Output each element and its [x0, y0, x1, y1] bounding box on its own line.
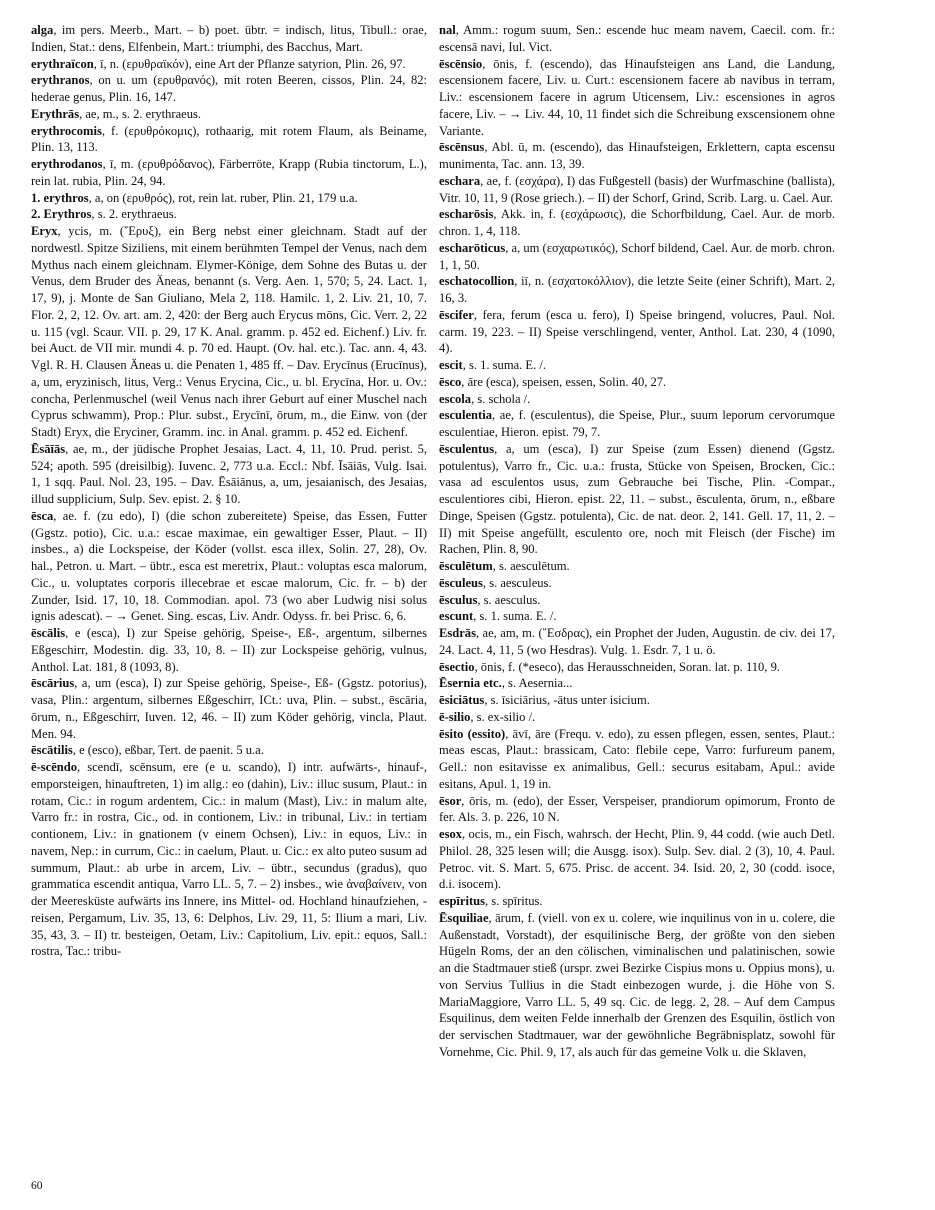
headword: nal	[439, 23, 456, 37]
dictionary-entry: esculentia, ae, f. (esculentus), die Speise, Plur., suum leporum cervorumque esculentiae, Hieron. epist. 79, 7.	[439, 408, 835, 439]
headword: erythrodanos	[31, 157, 103, 171]
headword: esculentia	[439, 408, 492, 423]
dictionary-entry: esox, ocis, m., ein Fisch, wahrsch. der Hecht, Plin. 9, 44 codd. (wie auch Detl. Philol. 28, 325 lesen will; die Ausgg. isox). Sulp. Sev. dial. 2 (3), 10, 4. Paul. Petroc. vit. S. Mart. 5, 675. Prisc. de accent. 34. Isid. 20, 2, 30 (codd. isoce, d.i. isocem).	[439, 827, 835, 892]
dictionary-entry: 2. Erythros, s. 2. erythraeus.	[31, 207, 177, 222]
dictionary-entry: ēscēnsio, ōnis, f. (escendo), das Hinaufsteigen ans Land, die Landung, escensionem facere, Liv. u. Curt.: escensionem facere ab navibus in terram, Liv.: escensionem facere in agrum Uticensem, Liv.: escensiones in agros facere, Liv. – → Liv. 44, 10, 11 findet sich die Schreibung exscensionem ohne Variante.	[439, 56, 835, 138]
headword: 2. Erythros	[31, 207, 92, 222]
headword: alga	[31, 23, 54, 37]
headword: 1. erythros	[31, 190, 89, 205]
dictionary-entry: ēsiciātus, s. īsiciārius, -ātus unter isicium.	[439, 693, 650, 707]
dictionary-entry: erythrodanos, ī, m. (ερυθρόδανος), Färberröte, Krapp (Rubia tinctorum, L.), rein lat. rubia, Plin. 24, 94.	[31, 157, 427, 188]
dictionary-entry: ēscifer, fera, ferum (esca u. fero), I) Speise bringend, volucres, Paul. Nol. carm. 19, 223. – II) Speise verschlingend, venter, Anthol. Lat. 230, 4 (1090, 4).	[439, 307, 835, 356]
dictionary-entry: ēsculentus, a, um (esca), I) zur Speise (zum Essen) dienend (Ggstz. potulentus), Varro fr., Cic. u.a.: frusta, Stücke von Speisen, Brocken, Cic.: vasa ad esculentos usus, zum Gebrauche bei Tische, Plin. -Compar., esculentiores cibi, Hieron. epist. 22, 11. – subst., ēsculenta, ōrum, n., eßbare Dinge, Speisen (Ggstz. potulenta), Cic. de nat. deor. 2, 141. Gell. 17, 11, 2. – II) mit Speise angefüllt, esculento ore, noch mit Fleisch (der Fische) im Rachen, Plin. 8, 90.	[439, 441, 835, 557]
dictionary-entry: ēsectio, ōnis, f. (*eseco), das Herausschneiden, Soran. lat. p. 110, 9.	[439, 659, 780, 674]
dictionary-entry: escharōticus, a, um (εσχαρωτικός), Schorf bildend, Cael. Aur. de morb. chron. 1, 1, 50.	[439, 240, 835, 272]
dictionary-entry: ē-silio, s. ex-silio /.	[439, 709, 536, 724]
dictionary-entry: ēsculētum, s. aesculētum.	[439, 559, 570, 573]
headword: escit	[439, 358, 463, 372]
dictionary-entry: Esdrās, ae, am, m. (῎Εσδρας), ein Prophet der Juden, Augustin. de civ. dei 17, 24. Lact. 4, 11, 5 (wo Hesdras). Vulg. 1. Esdr. 7, 1 u. ö.	[439, 626, 835, 657]
headword: Ēsernia etc.	[439, 676, 502, 691]
headword: espīritus	[439, 894, 486, 908]
headword: ēscēnsus	[439, 140, 485, 155]
headword: ēsca	[31, 508, 54, 523]
dictionary-entry: ēscātilis, e (esco), eßbar, Tert. de paenit. 5 u.a.	[31, 743, 264, 758]
dictionary-entry: erythraïcon, ī, n. (ερυθραϊκόν), eine Art der Pflanze satyrion, Plin. 26, 97.	[31, 56, 406, 71]
headword: ē-scēndo	[31, 760, 77, 774]
headword: erythrocomis	[31, 123, 102, 138]
dictionary-entry: Ēsernia etc., s. Aesernia...	[439, 676, 573, 691]
headword: ēsito (essito)	[439, 726, 506, 741]
headword: eschatocollion	[439, 274, 515, 289]
dictionary-entry: ēscēnsus, Abl. ū, m. (escendo), das Hinaufsteigen, Erklettern, capta escensu munimenta, Tac. ann. 13, 39.	[439, 140, 835, 171]
headword: ēsco	[439, 374, 462, 389]
dictionary-entry: erythranos, on u. um (ερυθρανός), mit roten Beeren, cissos, Plin. 24, 82: hederae genus, Plin. 16, 147.	[31, 73, 427, 104]
headword: Erythrās	[31, 106, 80, 121]
headword: escola	[439, 391, 472, 406]
headword: ēsculētum	[439, 559, 493, 573]
dictionary-entry: escharōsis, Akk. in, f. (εσχάρωσις), die Schorfbildung, Cael. Aur. de morb. chron. 1, 4, 118.	[439, 207, 835, 238]
headword: escharōsis	[439, 207, 494, 222]
page-number: 60	[31, 1180, 43, 1192]
dictionary-entry: ēsor, ōris, m. (edo), der Esser, Verspeiser, prandiorum opimorum, Fronto de fer. Als. 3. p. 226, 10 N.	[439, 793, 835, 825]
dictionary-entry: ēsculeus, s. aesculeus.	[439, 575, 552, 590]
headword: ēsectio	[439, 659, 475, 674]
headword: ēscārius	[31, 676, 75, 691]
headword: ēscātilis	[31, 743, 73, 758]
dictionary-entry: erythrocomis, f. (ερυθρόκομις), rothaarig, mit rotem Flaum, als Beiname, Plin. 13, 113.	[31, 123, 427, 155]
headword: ē-silio	[439, 709, 471, 724]
left-column	[31, 22, 427, 960]
dictionary-entry: ēsito (essito), āvī, āre (Frequ. v. edo), zu essen pflegen, essen, sentes, Plaut.: meas escas, Plaut.: brassicam, Cato: flebile cepe, Varro: furfureum panem, Gell.: non esitavisse ex animalibus, Gell.: securus esitabam, Apul.: avide esitans, Apul. 1, 19 in.	[439, 726, 835, 791]
headword: Esdrās	[439, 626, 476, 640]
dictionary-entry: ēscālis, e (esca), I) zur Speise gehörig, Speise-, Eß-, argentum, silbernes Eßgeschirr, Modestin. dig. 33, 10, 8. – II) zur Lockspeise gehörig, vulnus, Anthol. Lat. 181, 8 (1093, 8).	[31, 626, 427, 674]
headword: ēscifer	[439, 307, 474, 322]
headword: ēsculus	[439, 592, 478, 607]
headword: esox	[439, 827, 462, 841]
headword: erythraïcon	[31, 56, 94, 71]
headword: ēsculentus	[439, 441, 495, 456]
headword: ēsiciātus	[439, 693, 485, 707]
headword: ēscālis	[31, 626, 66, 640]
dictionary-entry: Eryx, ycis, m. (῎Ερυξ), ein Berg nebst einer gleichnam. Stadt auf der nordwestl. Spitze Siziliens, mit einem berühmten Tempel der Venus, nach dem Mythus nach einem gleichnam. Elymer-Könige, dem Sohne des Butas u. der Venus, dem Bruder des Äneas, benannt (s. Verg. Aen. 1, 570; 5, 24. Lact. 1, 17, 9), j. Monte de San Giuliano, Mela 2, 118. Hamilc. 1, 2. Liv. 21, 10, 7. Flor. 2, 2, 12. Ov. art. am. 2, 420: der Berg auch Erycus mōns, Cic. Verr. 2, 22 u. 115 (vgl. Scaur. VII. p. 29, 17 K. Anal. gramm. p. 452 ed. Eichenf.) Liv. fr. bei Auct. de VII mir. mundi 4. p. 70 ed. Haupt. (Ov. hal. etc.). Tac. ann. 4, 43. Vgl. R. H. Clausen Äneas u. die Penaten 1, 485 ff. – Dav. Erycīnus (Erucīnus), a, um, eryzinisch, litus, Verg.: Venus Erycina, Cic., u. bl. Erycīna, Hor. u. Ov.: concha, Perlenmuschel (weil Venus nach ihrer Geburt auf einer Muschel nach Cyprus schwamm), Prop.: Plur. subst., Erycīnī, ōrum, m., die Einw. von (der Stadt) Eryx, die Eryciner, Gramm. inc. in Anal. gramm. p. 452 ed. Eichenf.	[31, 224, 427, 439]
dictionary-entry: ēsco, āre (esca), speisen, essen, Solin. 40, 27.	[439, 374, 667, 389]
dictionary-entry: Ēsāīās, ae, m., der jüdische Prophet Jesaias, Lact. 4, 11, 10. Prud. perist. 5, 524; apoth. 595 (dreisilbig). Iuvenc. 2, 773 u.a. Eccl.: Nbf. Īsāiās, Vulg. Isai. 1, 1 sqq. Paul. Nol. 23, 195. – Dav. Ēsāiānus, a, um, jesaianisch, des Jesaias, illud supplicium, Sulp. Sev. epist. 2. § 10.	[31, 441, 427, 506]
dictionary-entry: Erythrās, ae, m., s. 2. erythraeus.	[31, 106, 202, 121]
dictionary-entry: eschatocollion, iī, n. (εσχατοκόλλιον), die letzte Seite (einer Schrift), Mart. 2, 16, 3.	[439, 274, 835, 305]
headword: erythranos	[31, 73, 90, 88]
headword: Eryx	[31, 224, 58, 238]
headword: Ēsāīās	[31, 441, 66, 456]
dictionary-entry: alga, im pers. Meerb., Mart. – b) poet. übtr. = indisch, litus, Tibull.: orae, Indien, Stat.: dens, Elfenbein, Mart.: triumphi, des Bacchus, Mart.	[31, 23, 427, 54]
dictionary-entry: ēsculus, s. aesculus.	[439, 592, 541, 607]
dictionary-entry: espīritus, s. spīritus.	[439, 894, 543, 908]
dictionary-entry: nal, Amm.: rogum suum, Sen.: escende huc meam navem, Caecil. com. fr.: escensā navi, Iul. Vict.	[439, 23, 835, 54]
dictionary-entry: Ēsquiliae, ārum, f. (viell. von ex u. colere, wie inquilinus von in u. colere, die Außenstadt, Vorstadt), der esquilinische Berg, der größte von den sieben Hügeln Roms, der an den cölischen, viminalischen und palatinischen, sowie an die Stadtmauer stieß (urspr. zwei Bezirke Cispius mons u. Oppius mons), u. von Servius Tullius in die Stadt einbezogen wurde, j. die Höhe von S. MariaMaggiore, Varro LL. 5, 49 sq. Cic. de legg. 2, 28. – Auf dem Campus Esquilinus, dem weiten Felde innerhalb der Grenzen des Esquilin, östlich von der servischen Stadtmauer, war der gewöhnliche Begräbnisplatz, sowohl für Vornehme, Cic. Phil. 9, 17, als auch für das gemeine Volk u. die Sklaven,	[439, 910, 835, 1059]
dictionary-entry: escunt, s. 1. suma. E. /.	[439, 609, 557, 624]
dictionary-entry: escola, s. schola /.	[439, 391, 531, 406]
headword: ēscēnsio	[439, 56, 483, 71]
dictionary-entry: escit, s. 1. suma. E. /.	[439, 358, 546, 372]
right-column	[439, 22, 835, 1061]
headword: escunt	[439, 609, 474, 624]
headword: ēsor	[439, 793, 462, 808]
dictionary-entry: ēsca, ae. f. (zu edo), I) (die schon zubereitete) Speise, das Essen, Futter (Ggstz. potio), Cic. u.a.: escae maximae, ein gewaltiger Esser, Plaut. – II) insbes., a) die Lockspeise, der Köder (vollst. esca illex, Solin. 27, 28), Ov. hal., Petron. u. Mart. – übtr., esca est meretrix, Plaut.: voluptas esca malorum, Cic., u. voluptates corporis illecebrae et escae malorum, Cic. fr. – b) der Zunder, Isid. 17, 10, 18. Commodian. apol. 73 (wo aber Ludwig nisi solus ignis adescat). – → Genet. Sing. escas, Liv. Andr. Odyss. fr. bei Prisc. 6, 6.	[31, 508, 427, 624]
dictionary-entry: ē-scēndo, scendī, scēnsum, ere (e u. scando), I) intr. aufwärts-, hinauf-, emporsteigen, hinauftreten, 1) im allg.: eo (dahin), Liv.: illuc susum, Plaut.: in rotam, Cic.: in rogum ardentem, Cic.: in malum (Mast), Liv.: in malum alte, Varro fr.: in rostra, Cic., od. in contionem, Liv.: in tribunal, Liv.: in tertiam contionem, Liv.: in gnationem (v einem Ochsen), Liv.: in equos, Liv.: in navem, Nep.: in currum, Cic.: in caelum, Plaut. u. Cic.: ex alto puteo susum ad summum, Plaut.: ab urbe in arcem, Liv. – übtr., secundus (gradus), quo grammatica escendit antiqua, Varro LL. 5, 7. – 2) insbes., wie ἀναβαίνειν, von der Meeresküste aufwärts ins Innere, ins Mittel- od. Hochland hinaufziehen, -reisen, Pergamum, Liv. 35, 13, 6: Delphos, Liv. 29, 11, 5: Ilium a mari, Liv. 35, 43, 3. – II) tr. besteigen, Oetam, Liv.: Capitolium, Liv. epit.: equos, Sall.: rostra, Tac.: tribu-	[31, 760, 427, 959]
dictionary-entry: eschara, ae, f. (εσχάρα), I) das Fußgestell (basis) der Wurfmaschine (ballista), Vitr. 10, 11, 9 (Rose griech.). – II) der Schorf, Grind, Scrib. Larg. u. Cael. Aur.	[439, 173, 835, 205]
headword: eschara	[439, 173, 481, 188]
headword: Ēsquiliae	[439, 910, 489, 925]
dictionary-entry: 1. erythros, a, on (ερυθρός), rot, rein lat. ruber, Plin. 21, 179 u.a.	[31, 190, 358, 205]
dictionary-entry: ēscārius, a, um (esca), I) zur Speise gehörig, Speise-, Eß- (Ggstz. potorius), vasa, Plin.: argentum, silbernes Eßgeschirr, ICt.: uva, Plin. – subst., ēscāria, ōrum, n., Eßgeschirr, Iuven. 12, 46. – II) zum Köder gehörig, vincla, Plaut. Men. 94.	[31, 676, 427, 741]
headword: ēsculeus	[439, 575, 483, 590]
headword: escharōticus	[439, 240, 506, 255]
